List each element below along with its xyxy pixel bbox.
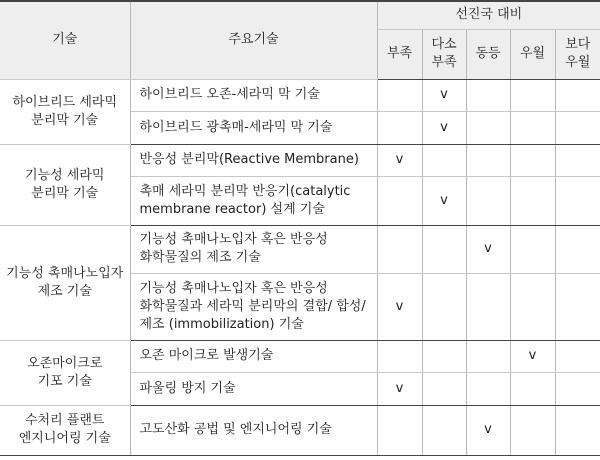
main-tech-item: 반응성 분리막(Reactive Membrane) (130, 144, 377, 176)
main-tech-item: 기능성 촉매나노입자 혹은 반응성 화학물질의 제조 기술 (130, 225, 377, 273)
tech-group-name: 오존마이크로 기포 기술 (0, 340, 130, 405)
level-mark: v (422, 79, 466, 111)
table-row (0, 225, 600, 273)
level-mark: v (377, 144, 422, 176)
header-comparison: 선진국 대비 (377, 1, 600, 29)
header-level-insufficient: 부족 (377, 29, 422, 79)
tech-group-name: 기능성 세라믹 분리막 기술 (0, 144, 130, 225)
level-mark (466, 372, 510, 405)
table-row (0, 405, 600, 455)
level-mark (510, 225, 555, 273)
level-mark: v (466, 225, 510, 273)
level-mark (466, 79, 510, 111)
tech-group-name: 기능성 촉매나노입자 제조 기술 (0, 225, 130, 340)
level-mark: v (422, 111, 466, 144)
level-mark (377, 111, 422, 144)
level-mark (466, 144, 510, 176)
table-row (0, 79, 600, 111)
level-mark (555, 340, 600, 372)
level-mark: v (466, 405, 510, 455)
header-level-equal: 동등 (466, 29, 510, 79)
level-mark (377, 405, 422, 455)
level-mark: v (510, 340, 555, 372)
level-mark (555, 372, 600, 405)
level-mark (422, 340, 466, 372)
level-mark (466, 111, 510, 144)
header-level-more-superior: 보다 우월 (555, 29, 600, 79)
level-mark (422, 144, 466, 176)
header-tech: 기술 (0, 1, 130, 79)
table-row (0, 340, 600, 372)
level-mark (555, 111, 600, 144)
level-mark (422, 405, 466, 455)
table-row (0, 144, 600, 176)
level-mark (466, 176, 510, 225)
level-mark (377, 79, 422, 111)
level-mark (555, 225, 600, 273)
level-mark (422, 372, 466, 405)
level-mark: v (422, 176, 466, 225)
level-mark (377, 225, 422, 273)
tech-group-name: 수처리 플랜트 엔지니어링 기술 (0, 405, 130, 455)
level-mark (555, 405, 600, 455)
level-mark (510, 176, 555, 225)
level-mark (555, 79, 600, 111)
level-mark: v (377, 273, 422, 340)
level-mark (510, 405, 555, 455)
main-tech-item: 하이브리드 오존-세라믹 막 기술 (130, 79, 377, 111)
level-mark (510, 79, 555, 111)
level-mark (422, 225, 466, 273)
level-mark (422, 273, 466, 340)
level-mark (510, 372, 555, 405)
main-tech-item: 촉매 세라믹 분리막 반응기(catalytic membrane reactor) 설계 기술 (130, 176, 377, 225)
level-mark (510, 111, 555, 144)
level-mark (377, 176, 422, 225)
level-mark (466, 340, 510, 372)
main-tech-item: 고도산화 공법 및 엔지니어링 기술 (130, 405, 377, 455)
level-mark (555, 144, 600, 176)
main-tech-item: 파울링 방지 기술 (130, 372, 377, 405)
level-mark (555, 176, 600, 225)
level-mark: v (377, 372, 422, 405)
main-tech-item: 기능성 촉매나노입자 혹은 반응성 화학물질과 세라믹 분리막의 결합/ 합성/ 제조 (immobilization) 기술 (130, 273, 377, 340)
header-main-tech: 주요기술 (130, 1, 377, 79)
level-mark (377, 340, 422, 372)
main-tech-item: 오존 마이크로 발생기술 (130, 340, 377, 372)
main-tech-item: 하이브리드 광촉매-세라믹 막 기술 (130, 111, 377, 144)
level-mark (555, 273, 600, 340)
header-level-superior: 우월 (510, 29, 555, 79)
level-mark (510, 144, 555, 176)
tech-group-name: 하이브리드 세라믹 분리막 기술 (0, 79, 130, 144)
level-mark (510, 273, 555, 340)
level-mark (466, 273, 510, 340)
header-level-somewhat-insufficient: 다소 부족 (422, 29, 466, 79)
